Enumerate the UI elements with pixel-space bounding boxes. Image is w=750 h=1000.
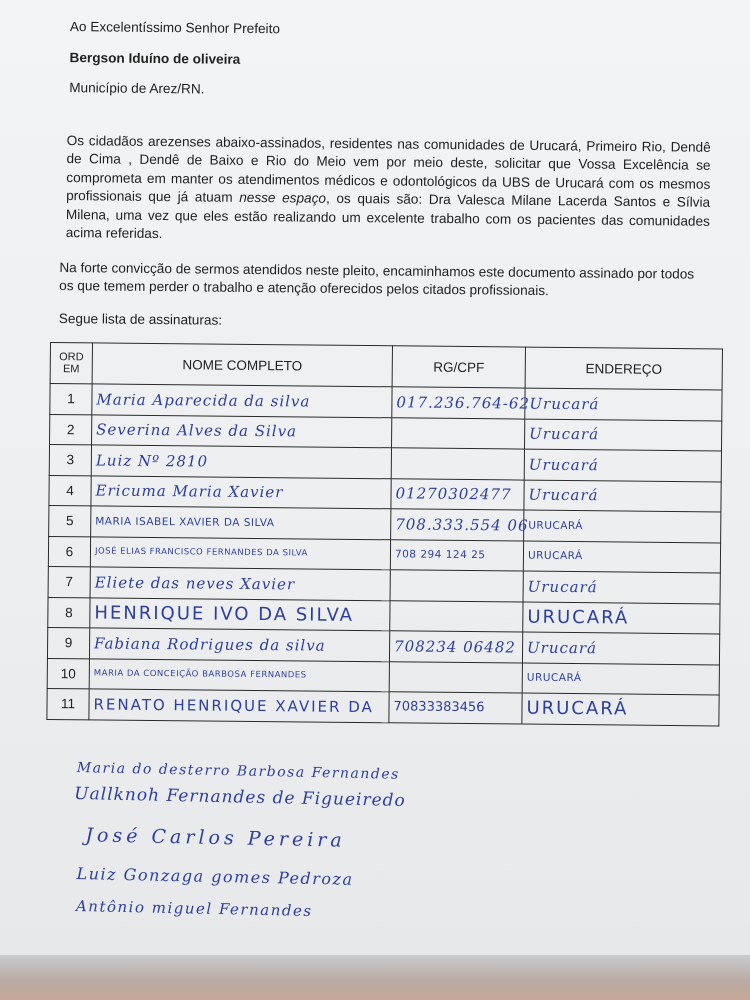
row-name: MARIA DA CONCEIÇÃO BARBOSA FERNANDES xyxy=(89,658,389,691)
request-paragraph xyxy=(66,132,711,250)
row-ord: 2 xyxy=(50,414,92,445)
row-ord: 3 xyxy=(49,445,91,476)
background-surface xyxy=(0,955,750,1000)
row-ord: 6 xyxy=(48,536,90,567)
row-name: JOSÉ ELIAS FRANCISCO FERNANDES DA SILVA xyxy=(90,536,390,569)
row-ord: 9 xyxy=(47,627,89,658)
row-name: Eliete das neves Xavier xyxy=(90,567,390,600)
row-address: Urucará xyxy=(524,419,721,451)
row-doc: 70833383456 xyxy=(389,692,522,724)
request-text-b: , os quais são: Dra Valesca Milane Lacerda Santos e Sílvia Milena, uma vez que eles estão realizando um excelente trabalho com os pacientes das comunidades acima referidas. xyxy=(65,190,711,242)
signature-line: Uallknoh Fernandes de Figueiredo xyxy=(74,783,406,811)
row-doc: 708.333.554 06 xyxy=(391,509,524,541)
row-ord: 1 xyxy=(50,384,92,415)
signature-line: Luiz Gonzaga gomes Pedroza xyxy=(76,864,354,889)
table-header-row xyxy=(50,343,722,390)
row-address: Urucará xyxy=(525,388,722,420)
row-ord: 4 xyxy=(49,475,91,506)
row-ord: 8 xyxy=(48,597,90,628)
extra-signatures xyxy=(72,760,407,922)
row-address: URUCARÁ xyxy=(522,663,719,695)
row-ord: 5 xyxy=(49,505,91,536)
row-doc xyxy=(390,570,523,602)
row-doc: 708 294 124 25 xyxy=(390,539,523,571)
table-row xyxy=(47,688,719,725)
list-intro: Segue lista de assinaturas: xyxy=(58,310,223,328)
row-name: Luiz Nº 2810 xyxy=(91,445,391,478)
row-address: Urucará xyxy=(523,571,720,603)
row-name: Ericuma Maria Xavier xyxy=(91,475,391,508)
row-ord: 10 xyxy=(47,658,89,689)
row-doc xyxy=(389,661,522,693)
row-ord: 7 xyxy=(48,566,90,597)
header-ord: ORD EM xyxy=(50,343,92,384)
municipality-line: Município de Arez/RN. xyxy=(69,80,205,97)
row-address: Urucará xyxy=(524,480,721,512)
row-address: URUCARÁ xyxy=(523,602,720,634)
row-doc xyxy=(390,600,523,632)
header-address: ENDEREÇO xyxy=(525,347,722,390)
row-doc xyxy=(392,417,525,449)
signature-line: Maria do desterro Barbosa Fernandes xyxy=(76,760,400,783)
row-name: RENATO HENRIQUE XAVIER DA xyxy=(89,689,389,722)
row-address: URUCARÁ xyxy=(522,693,719,725)
header-name: NOME COMPLETO xyxy=(92,343,392,387)
row-name: MARIA ISABEL XAVIER DA SILVA xyxy=(91,506,391,539)
closing-paragraph: Na forte convicção de sermos atendidos neste pleito, encaminhamos este documento assinado por todos os que temem perder o trabalho e atenção oferecidos pelos citados profissionais. xyxy=(59,259,695,299)
row-address: Urucará xyxy=(524,449,721,481)
row-name: Fabiana Rodrigues da silva xyxy=(89,628,389,661)
request-text-a: Os cidadãos arezenses abaixo-assinados, residentes nas comunidades de Urucará, Primeiro Rio, Dendê de Cima , Dendê de Baixo e Rio do Meio vem por meio deste, solicitar que Vossa Excelência se comprometa em manter os atendimentos médicos e odontológicos da UBS de Urucará com os mesmos profissionais que já atuam xyxy=(66,132,711,205)
row-ord: 11 xyxy=(47,688,89,719)
row-address: URUCARÁ xyxy=(523,541,720,573)
addressee-line: Ao Excelentíssimo Senhor Prefeito xyxy=(69,19,281,37)
signature-line: Antônio miguel Fernandes xyxy=(75,897,313,921)
addressee-name: Bergson Iduíno de oliveira xyxy=(69,49,241,67)
row-address: URUCARÁ xyxy=(524,510,721,542)
signature-line: José Carlos Pereira xyxy=(85,824,346,852)
signature-table-wrapper xyxy=(46,342,722,726)
row-address: Urucará xyxy=(522,632,719,664)
signature-table xyxy=(46,342,723,726)
row-doc xyxy=(391,448,524,480)
row-doc: 01270302477 xyxy=(391,478,524,510)
row-doc: 017.236.764-62 xyxy=(392,387,525,419)
row-name: HENRIQUE IVO DA SILVA xyxy=(90,597,390,630)
request-text-emphasis: nesse espaço xyxy=(239,189,327,206)
row-name: Maria Aparecida da silva xyxy=(92,384,392,417)
row-name: Severina Alves da Silva xyxy=(92,414,392,447)
row-doc: 708234 06482 xyxy=(389,631,522,663)
petition-letter xyxy=(59,18,712,345)
header-doc: RG/CPF xyxy=(392,346,525,388)
